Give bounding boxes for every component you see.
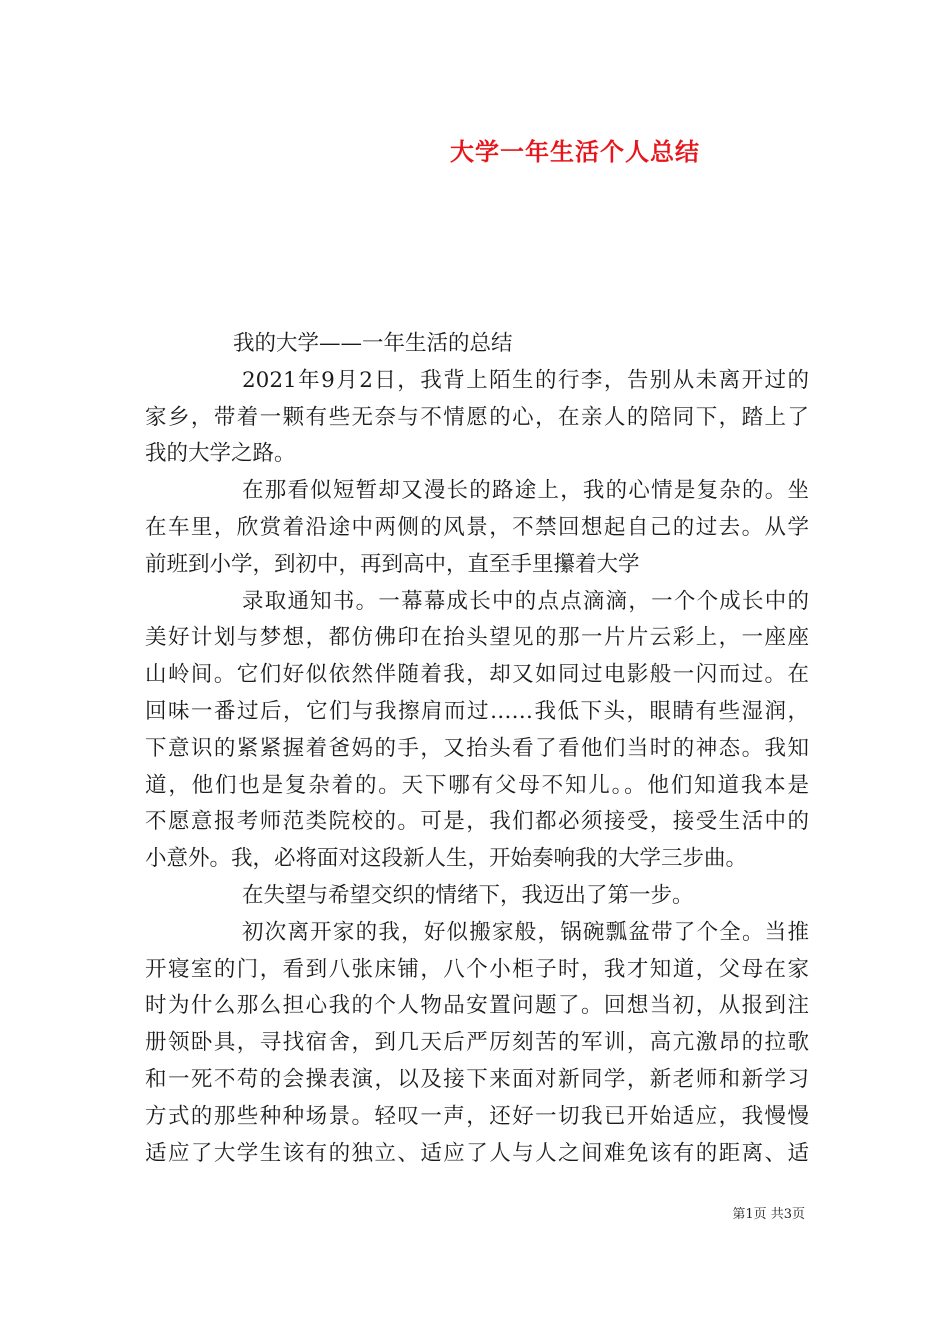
page-footer: 第1页 共3页 <box>732 1207 805 1222</box>
text-line: 适应了大学生该有的独立、适应了人与人之间难免该有的距离、适 <box>145 1140 809 1166</box>
text-line: 在失望与希望交织的情绪下，我迈出了第一步。 <box>242 882 694 908</box>
text-line: 和一死不苟的会操表演，以及接下来面对新同学，新老师和新学习 <box>145 1066 809 1092</box>
text-line: 录取通知书。一幕幕成长中的点点滴滴，一个个成长中的 <box>242 588 809 614</box>
text-line: 美好计划与梦想，都仿佛印在抬头望见的那一片片云彩上，一座座 <box>145 625 809 651</box>
text-line: 下意识的紧紧握着爸妈的手，又抬头看了看他们当时的神态。我知 <box>145 735 809 761</box>
text-line: 初次离开家的我，好似搬家般，锅碗瓢盆带了个全。当推 <box>242 919 809 945</box>
text-line: 前班到小学，到初中，再到高中，直至手里攥着大学 <box>145 551 640 577</box>
text-line: 道，他们也是复杂着的。天下哪有父母不知儿。。他们知道我本是 <box>145 772 809 798</box>
text-line: 开寝室的门，看到八张床铺，八个小柜子时，我才知道，父母在家 <box>145 956 809 982</box>
document-title: 大学一年生活个人总结 <box>450 137 700 166</box>
text-line: 册领卧具，寻找宿舍，到几天后严厉刻苦的军训，高亢激昂的拉歌 <box>145 1030 809 1056</box>
text-line: 山岭间。它们好似依然伴随着我，却又如同过电影般一闪而过。在 <box>145 662 809 688</box>
text-line: 我的大学之路。 <box>145 441 296 467</box>
text-line: 在那看似短暂却又漫长的路途上，我的心情是复杂的。坐 <box>242 478 809 504</box>
document-body <box>145 326 809 1172</box>
text-line: 不愿意报考师范类院校的。可是，我们都必须接受，接受生活中的 <box>145 809 809 835</box>
text-line: 家乡，带着一颗有些无奈与不情愿的心，在亲人的陪同下，踏上了 <box>145 404 809 430</box>
text-line: 时为什么那么担心我的个人物品安置问题了。回想当初，从报到注 <box>145 993 809 1019</box>
text-line: 回味一番过后，它们与我擦肩而过……我低下头，眼睛有些湿润， <box>145 698 809 724</box>
text-line: 小意外。我，必将面对这段新人生，开始奏响我的大学三步曲。 <box>145 846 748 872</box>
text-line: 方式的那些种种场景。轻叹一声，还好一切我已开始适应，我慢慢 <box>145 1103 809 1129</box>
text-line: 2021年9月2日，我背上陌生的行李，告别从未离开过的 <box>242 367 809 393</box>
text-line: 在车里，欣赏着沿途中两侧的风景，不禁回想起自己的过去。从学 <box>145 514 809 540</box>
text-line: 我的大学——一年生活的总结 <box>233 331 513 356</box>
